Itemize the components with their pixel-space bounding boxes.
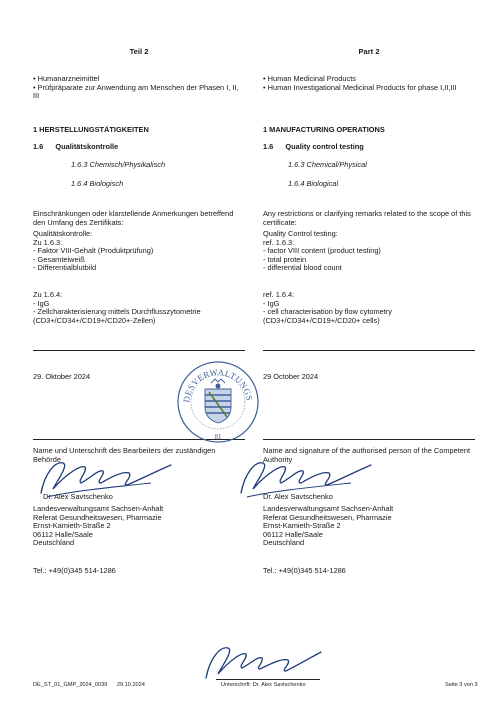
column-header: Teil 2	[129, 47, 149, 56]
address-line: Landesverwaltungsamt Sachsen-Anhalt	[33, 504, 164, 513]
divider-right	[263, 350, 475, 351]
handwritten-signature-right	[233, 453, 383, 506]
item: 1.6.3 Chemical/Physical	[288, 160, 367, 169]
address-line: Referat Gesundheitswesen, Pharmazie	[33, 512, 162, 522]
remark-line: - Zellcharakterisierung mittels Durchflusszytometrie (CD3+/CD34+/CD19+/CD20+-Zellen)	[33, 307, 201, 325]
address-line: Landesverwaltungsamt Sachsen-Anhalt	[263, 504, 394, 513]
product-item: • Prüfpräparate zur Anwendung am Menschen der Phasen I, II, III	[33, 82, 239, 101]
item: 1.6.3 Chemisch/Physikalisch	[71, 160, 166, 169]
subsection-label: Qualitätskontrolle	[55, 142, 119, 151]
address-block	[263, 505, 475, 548]
remark-line: - Gesamteiweiß	[33, 254, 85, 264]
subsection-label: Quality control testing	[285, 142, 364, 151]
remark-line: ref. 1.6.4:	[263, 290, 295, 299]
remarks-block	[263, 230, 475, 273]
signatory-name: Dr. Alex Savtschenko	[263, 492, 333, 501]
product-list	[33, 75, 245, 101]
remarks-block-2	[263, 291, 475, 325]
address-line: 06112 Halle/Saale	[263, 529, 323, 539]
address-line: Ernst-Kamieth-Straße 2	[33, 521, 111, 531]
signature-label: Name and signature of the authorised person of the Competent Authority	[263, 446, 471, 464]
item: 1.6.4 Biological	[288, 179, 339, 188]
remark-line: - total protein	[263, 254, 307, 264]
telephone: Tel.: +49(0)345 514-1286	[33, 566, 116, 575]
svg-text:81: 81	[214, 433, 222, 441]
signature-label: Name und Unterschrift des Bearbeiters der zuständigen Behörde	[33, 446, 216, 464]
remarks-intro: Einschränkungen oder klarstellende Anmerkungen betreffend den Umfang des Zertifikats:	[33, 209, 234, 227]
remark-line: - factor VIII content (product testing)	[263, 246, 381, 256]
issue-date: 29 October 2024	[263, 372, 319, 381]
product-item: • Human Medicinal Products	[263, 74, 356, 83]
footer-signature-line	[216, 679, 320, 680]
section-title: 1 HERSTELLUNGSTÄTIGKEITEN	[33, 125, 149, 134]
footer-document-id	[33, 681, 145, 690]
remark-line: Qualitätskontrolle:	[33, 229, 93, 238]
page-number: Seite 3 von 3	[445, 682, 478, 688]
section-title: 1 MANUFACTURING OPERATIONS	[263, 125, 385, 134]
address-line: Deutschland	[263, 538, 305, 548]
remark-line: ref. 1.6.3:	[263, 237, 295, 247]
remark-line: - Faktor VIII-Gehalt (Produktprüfung)	[33, 246, 154, 256]
handwritten-signature-left	[33, 453, 183, 506]
product-item: • Humanarzneimittel	[33, 74, 100, 83]
footer-date: 29.10.2024	[116, 682, 145, 688]
address-block	[33, 505, 245, 548]
product-list	[263, 75, 475, 92]
remarks-intro: Any restrictions or clarifying remarks related to the scope of this certificate:	[263, 209, 471, 227]
official-seal	[175, 359, 261, 445]
footer-signature-caption: Unterschrift: Dr. Alex Savtschenko	[221, 682, 306, 688]
remark-line: - IgG	[33, 298, 50, 308]
item: 1.6.4 Biologisch	[71, 179, 124, 188]
column-header: Part 2	[358, 47, 380, 56]
address-line: 06112 Halle/Saale	[33, 529, 93, 539]
remark-line: - differential blood count	[263, 263, 342, 273]
remarks-block-2	[33, 291, 245, 325]
signatory-name: Dr. Alex Savtschenko	[43, 492, 113, 501]
telephone: Tel.: +49(0)345 514-1286	[263, 566, 346, 575]
remark-line: Quality Control testing:	[263, 229, 338, 238]
remark-line: - IgG	[263, 298, 280, 308]
remark-line: - cell characterisation by flow cytometry (CD3+/CD34+/CD19+/CD20+ cells)	[263, 307, 392, 325]
address-line: Ernst-Kamieth-Straße 2	[263, 521, 341, 531]
subsection-title	[263, 143, 475, 152]
divider-left	[33, 350, 245, 351]
issue-date: 29. Oktober 2024	[33, 372, 91, 381]
svg-text:LANDESVERWALTUNGSAMT: DESVERWALTUNGS	[180, 366, 255, 404]
remarks-block	[33, 230, 245, 273]
remark-line: Zu 1.6.4:	[33, 290, 63, 299]
product-item: • Human Investigational Medicinal Products for phase I,II,III	[263, 82, 457, 92]
address-line: Referat Gesundheitswesen, Pharmazie	[263, 512, 392, 522]
subsection-number: 1.6	[263, 142, 274, 151]
signature-line-right	[263, 439, 475, 440]
subsection-number: 1.6	[33, 142, 44, 151]
document-id: DE_ST_01_GMP_2024_0039	[33, 682, 108, 688]
address-line: Deutschland	[33, 538, 75, 548]
remark-line: Zu 1.6.3:	[33, 237, 63, 247]
remark-line: - Differentialblutbild	[33, 263, 97, 273]
subsection-title	[33, 143, 245, 152]
